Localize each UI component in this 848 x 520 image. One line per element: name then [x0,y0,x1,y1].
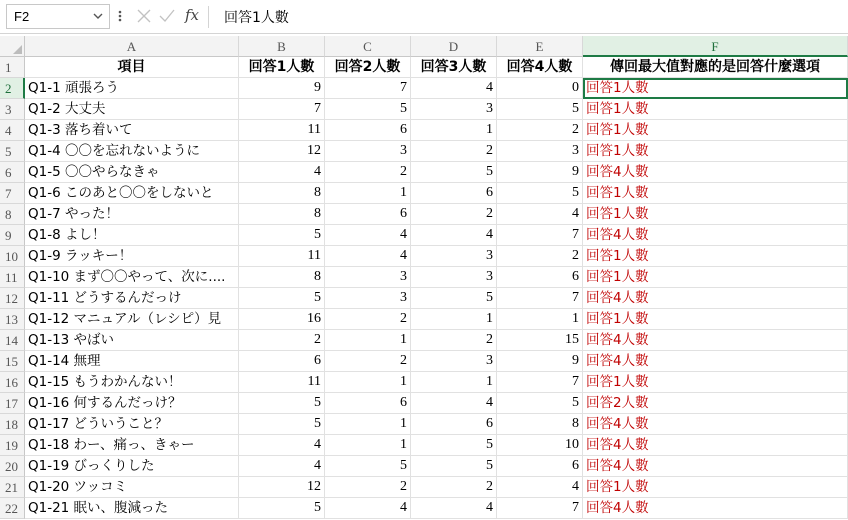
answer1-count-cell[interactable]: 4 [239,435,325,456]
column-header-row [0,36,848,57]
answer2-count-cell[interactable]: 1 [325,183,411,204]
answer4-count-cell[interactable]: 5 [497,393,583,414]
column-header-c[interactable]: C [325,36,411,57]
header-cell-answer2[interactable]: 回答2人數 [325,57,411,78]
item-cell[interactable]: Q1-2 大丈夫 [25,99,239,120]
answer2-count-cell[interactable]: 5 [325,456,411,477]
table-row [0,267,848,288]
answer2-count-cell[interactable]: 2 [325,162,411,183]
item-cell[interactable]: Q1-7 やった！ [25,204,239,225]
max-answer-cell[interactable]: 回答4人數 [583,351,848,372]
answer3-count-cell[interactable]: 3 [411,267,497,288]
item-cell[interactable]: Q1-5 〇〇やらなきゃ [25,162,239,183]
answer1-count-cell[interactable]: 8 [239,183,325,204]
row-header[interactable]: 19 [0,435,25,456]
answer1-count-cell[interactable]: 5 [239,393,325,414]
select-all-triangle-icon [13,45,22,54]
answer4-count-cell[interactable]: 8 [497,414,583,435]
table-row [0,393,848,414]
item-cell[interactable]: Q1-16 何するんだっけ？ [25,393,239,414]
column-header-f[interactable]: F [583,36,848,57]
row-header[interactable]: 17 [0,393,25,414]
answer1-count-cell[interactable]: 5 [239,225,325,246]
item-cell[interactable]: Q1-19 びっくりした [25,456,239,477]
answer3-count-cell[interactable]: 1 [411,120,497,141]
answer2-count-cell[interactable]: 1 [325,330,411,351]
answer1-count-cell[interactable]: 6 [239,351,325,372]
item-cell[interactable]: Q1-10 まず〇〇やって、次に.... [25,267,239,288]
answer1-count-cell[interactable]: 4 [239,162,325,183]
answer3-count-cell[interactable]: 4 [411,498,497,519]
answer4-count-cell[interactable]: 2 [497,246,583,267]
answer4-count-cell[interactable]: 15 [497,330,583,351]
header-cell-item[interactable]: 項目 [25,57,239,78]
max-answer-cell[interactable]: 回答4人數 [583,288,848,309]
answer4-count-cell[interactable]: 1 [497,309,583,330]
header-cell-max-answer[interactable]: 傳回最大值對應的是回答什麼選項 [583,57,848,78]
answer1-count-cell[interactable]: 8 [239,267,325,288]
row-header[interactable]: 8 [0,204,25,225]
header-cell-answer1[interactable]: 回答1人數 [239,57,325,78]
max-answer-cell[interactable]: 回答4人數 [583,456,848,477]
table-row [0,204,848,225]
answer2-count-cell[interactable]: 2 [325,351,411,372]
table-header-row [0,57,848,78]
max-answer-cell[interactable]: 回答1人數 [583,477,848,498]
max-answer-cell[interactable]: 回答1人數 [583,204,848,225]
answer1-count-cell[interactable]: 5 [239,414,325,435]
item-cell[interactable]: Q1-20 ツッコミ [25,477,239,498]
table-row [0,309,848,330]
row-header[interactable]: 1 [0,57,25,78]
answer3-count-cell[interactable]: 2 [411,204,497,225]
max-answer-cell[interactable]: 回答4人數 [583,435,848,456]
answer3-count-cell[interactable]: 5 [411,435,497,456]
table-row [0,414,848,435]
table-row [0,288,848,309]
row-header[interactable]: 18 [0,414,25,435]
formula-input[interactable]: 回答1人數 [224,10,289,26]
answer2-count-cell[interactable]: 6 [325,204,411,225]
table-row [0,141,848,162]
table-row [0,78,848,99]
answer3-count-cell[interactable]: 6 [411,414,497,435]
answer3-count-cell[interactable]: 1 [411,372,497,393]
item-cell[interactable]: Q1-15 もうわかんない！ [25,372,239,393]
answer2-count-cell[interactable]: 1 [325,435,411,456]
answer4-count-cell[interactable]: 3 [497,141,583,162]
max-answer-cell[interactable]: 回答1人數 [583,120,848,141]
answer3-count-cell[interactable]: 5 [411,456,497,477]
max-answer-cell[interactable]: 回答1人數 [583,309,848,330]
item-cell[interactable]: Q1-4 〇〇を忘れないように [25,141,239,162]
formula-divider [208,6,209,28]
item-cell[interactable]: Q1-8 よし！ [25,225,239,246]
answer3-count-cell[interactable]: 1 [411,309,497,330]
max-answer-cell[interactable]: 回答4人數 [583,162,848,183]
max-answer-cell[interactable]: 回答1人數 [583,372,848,393]
table-row [0,183,848,204]
answer1-count-cell[interactable]: 11 [239,120,325,141]
table-row [0,477,848,498]
column-header-d[interactable]: D [411,36,497,57]
fx-icon[interactable]: fx [184,6,199,24]
answer1-count-cell[interactable]: 5 [239,498,325,519]
item-cell[interactable]: Q1-21 眠い、腹減った [25,498,239,519]
chevron-down-icon[interactable] [91,8,105,24]
answer1-count-cell[interactable]: 11 [239,246,325,267]
answer4-count-cell[interactable]: 2 [497,120,583,141]
max-answer-cell[interactable]: 回答4人數 [583,330,848,351]
answer2-count-cell[interactable]: 6 [325,120,411,141]
table-row [0,225,848,246]
row-header[interactable]: 21 [0,477,25,498]
answer3-count-cell[interactable]: 5 [411,162,497,183]
answer2-count-cell[interactable]: 7 [325,78,411,99]
answer2-count-cell[interactable]: 2 [325,477,411,498]
row-header[interactable]: 11 [0,267,25,288]
item-cell[interactable]: Q1-9 ラッキー！ [25,246,239,267]
row-header[interactable]: 13 [0,309,25,330]
table-row [0,120,848,141]
answer3-count-cell[interactable]: 3 [411,99,497,120]
answer1-count-cell[interactable]: 9 [239,78,325,99]
answer4-count-cell[interactable]: 7 [497,225,583,246]
table-row [0,498,848,519]
answer2-count-cell[interactable]: 6 [325,393,411,414]
row-header[interactable]: 6 [0,162,25,183]
max-answer-cell[interactable]: 回答4人數 [583,225,848,246]
formula-bar [0,0,848,34]
select-all-corner[interactable] [0,36,25,57]
table-row [0,351,848,372]
table-row [0,246,848,267]
answer2-count-cell[interactable]: 3 [325,267,411,288]
header-cell-answer3[interactable]: 回答3人數 [411,57,497,78]
answer1-count-cell[interactable]: 4 [239,456,325,477]
max-answer-cell[interactable]: 回答2人數 [583,393,848,414]
item-cell[interactable]: Q1-13 やばい [25,330,239,351]
answer2-count-cell[interactable]: 1 [325,372,411,393]
answer1-count-cell[interactable]: 12 [239,477,325,498]
answer4-count-cell[interactable]: 9 [497,162,583,183]
row-header[interactable]: 22 [0,498,25,519]
max-answer-cell[interactable]: 回答1人數 [583,141,848,162]
column-header-e[interactable]: E [497,36,583,57]
name-box-value[interactable]: F2 [14,9,30,24]
answer3-count-cell[interactable]: 6 [411,183,497,204]
answer4-count-cell[interactable]: 6 [497,456,583,477]
answer4-count-cell[interactable]: 4 [497,477,583,498]
max-answer-cell[interactable]: 回答1人數 [583,246,848,267]
row-header[interactable]: 15 [0,351,25,372]
spreadsheet-grid [0,36,848,520]
table-row [0,456,848,477]
row-header[interactable]: 7 [0,183,25,204]
answer4-count-cell[interactable]: 0 [497,78,583,99]
row-header[interactable]: 14 [0,330,25,351]
answer3-count-cell[interactable]: 2 [411,477,497,498]
answer3-count-cell[interactable]: 2 [411,330,497,351]
answer4-count-cell[interactable]: 4 [497,204,583,225]
answer3-count-cell[interactable]: 5 [411,288,497,309]
item-cell[interactable]: Q1-3 落ち着いて [25,120,239,141]
answer1-count-cell[interactable]: 11 [239,372,325,393]
answer3-count-cell[interactable]: 4 [411,225,497,246]
answer4-count-cell[interactable]: 7 [497,498,583,519]
table-row [0,162,848,183]
row-header[interactable]: 9 [0,225,25,246]
answer1-count-cell[interactable]: 8 [239,204,325,225]
item-cell[interactable]: Q1-6 このあと〇〇をしないと [25,183,239,204]
answer3-count-cell[interactable]: 4 [411,78,497,99]
answer3-count-cell[interactable]: 4 [411,393,497,414]
row-header[interactable]: 5 [0,141,25,162]
row-header[interactable]: 4 [0,120,25,141]
answer4-count-cell[interactable]: 9 [497,351,583,372]
header-cell-answer4[interactable]: 回答4人數 [497,57,583,78]
table-row [0,330,848,351]
table-row [0,372,848,393]
answer2-count-cell[interactable]: 5 [325,99,411,120]
answer4-count-cell[interactable]: 5 [497,183,583,204]
item-cell[interactable]: Q1-14 無理 [25,351,239,372]
more-vertical-icon[interactable] [114,6,126,26]
answer2-count-cell[interactable]: 4 [325,498,411,519]
max-answer-cell[interactable]: 回答1人數 [583,267,848,288]
answer2-count-cell[interactable]: 4 [325,246,411,267]
answer1-count-cell[interactable]: 7 [239,99,325,120]
max-answer-cell[interactable]: 回答1人數 [583,99,848,120]
answer2-count-cell[interactable]: 2 [325,309,411,330]
name-box[interactable] [6,4,110,29]
column-header-b[interactable]: B [239,36,325,57]
answer2-count-cell[interactable]: 4 [325,225,411,246]
answer4-count-cell[interactable]: 7 [497,288,583,309]
answer1-count-cell[interactable]: 2 [239,330,325,351]
item-cell[interactable]: Q1-18 わー、痛っ、きゃー [25,435,239,456]
answer4-count-cell[interactable]: 5 [497,99,583,120]
max-answer-cell[interactable]: 回答1人數 [583,183,848,204]
cancel-x-icon[interactable] [136,6,152,26]
max-answer-cell[interactable]: 回答4人數 [583,498,848,519]
answer1-count-cell[interactable]: 5 [239,288,325,309]
answer4-count-cell[interactable]: 10 [497,435,583,456]
answer2-count-cell[interactable]: 3 [325,141,411,162]
row-header[interactable]: 3 [0,99,25,120]
answer1-count-cell[interactable]: 12 [239,141,325,162]
row-header[interactable]: 16 [0,372,25,393]
answer2-count-cell[interactable]: 1 [325,414,411,435]
item-cell[interactable]: Q1-1 頑張ろう [25,78,239,99]
row-header[interactable]: 12 [0,288,25,309]
row-header[interactable]: 10 [0,246,25,267]
selected-cell[interactable]: 回答1人數 [583,78,848,99]
max-answer-cell[interactable]: 回答4人數 [583,414,848,435]
answer2-count-cell[interactable]: 3 [325,288,411,309]
enter-check-icon[interactable] [158,6,176,26]
table-row [0,435,848,456]
answer3-count-cell[interactable]: 2 [411,141,497,162]
item-cell[interactable]: Q1-11 どうするんだっけ [25,288,239,309]
item-cell[interactable]: Q1-12 マニュアル（レシピ）見 [25,309,239,330]
row-header[interactable]: 20 [0,456,25,477]
item-cell[interactable]: Q1-17 どういうこと？ [25,414,239,435]
answer3-count-cell[interactable]: 3 [411,246,497,267]
answer4-count-cell[interactable]: 6 [497,267,583,288]
column-header-a[interactable]: A [25,36,239,57]
row-header[interactable]: 2 [0,78,25,99]
table-row [0,99,848,120]
answer1-count-cell[interactable]: 16 [239,309,325,330]
answer3-count-cell[interactable]: 3 [411,351,497,372]
answer4-count-cell[interactable]: 7 [497,372,583,393]
